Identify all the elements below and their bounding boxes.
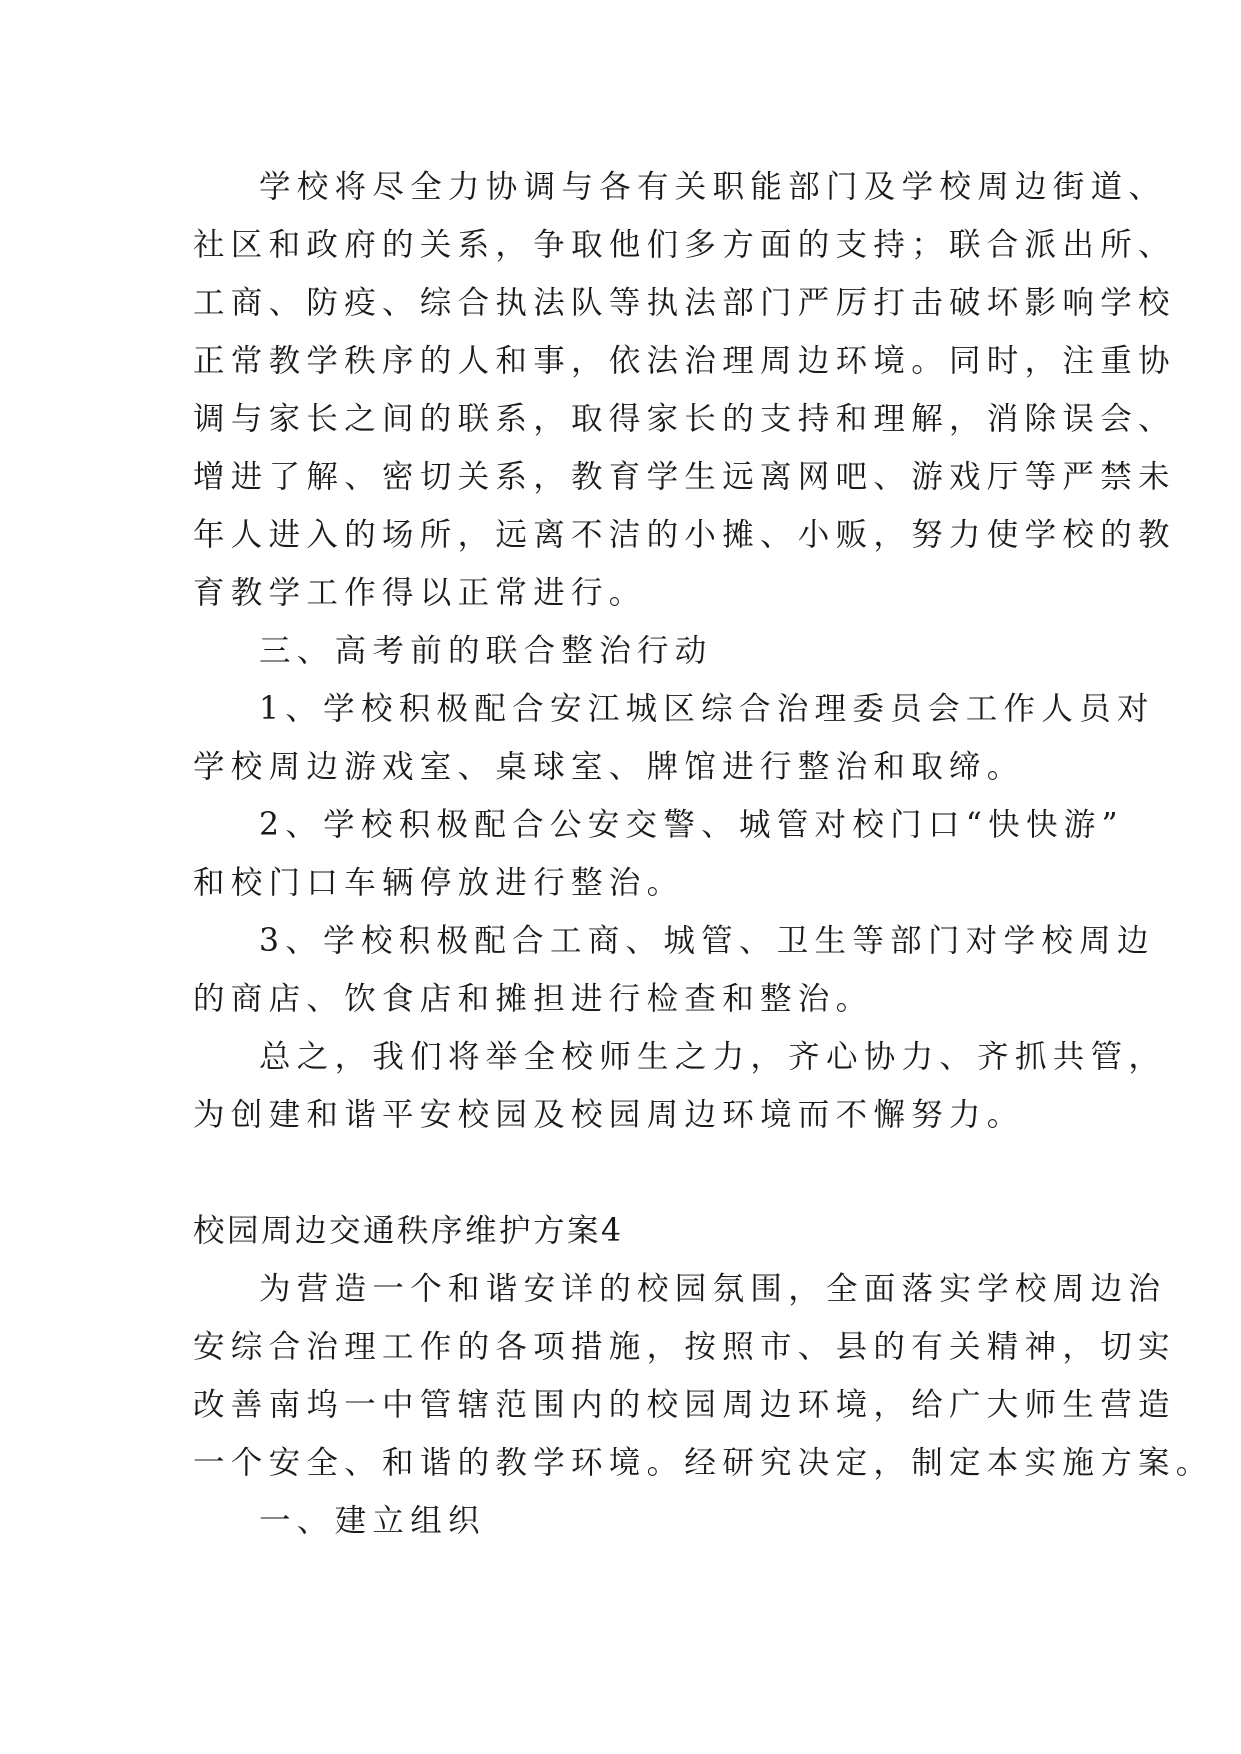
- section-heading-three: 三、高考前的联合整治行动: [259, 633, 713, 669]
- text-line: 改善南坞一中管辖范围内的校园周边环境，给广大师生营造: [193, 1387, 1176, 1423]
- paragraph-purpose: [193, 1260, 1214, 1492]
- list-item-2: [193, 796, 1124, 912]
- text-line: 学校周边游戏室、桌球室、牌馆进行整治和取缔。: [193, 749, 1025, 785]
- text-line: 年人进入的场所，远离不洁的小摊、小贩，努力使学校的教: [193, 517, 1176, 553]
- list-item-1: [193, 680, 1155, 796]
- list-item-3: [193, 912, 1155, 1028]
- text-line: 育教学工作得以正常进行。: [193, 575, 647, 611]
- text-line: 1、学校积极配合安江城区综合治理委员会工作人员对: [259, 691, 1155, 727]
- section-spacer: [193, 1144, 1073, 1202]
- paragraph-summary: [193, 1028, 1167, 1144]
- text-line: 和校门口车辆停放进行整治。: [193, 865, 685, 901]
- document-title: 校园周边交通秩序维护方案4: [193, 1213, 624, 1249]
- text-line: 安综合治理工作的各项措施，按照市、县的有关精神，切实: [193, 1329, 1176, 1365]
- document-page: [193, 158, 1214, 1550]
- text-line: 为创建和谐平安校园及校园周边环境而不懈努力。: [193, 1097, 1025, 1133]
- text-line: 工商、防疫、综合执法队等执法部门严厉打击破坏影响学校: [193, 285, 1176, 321]
- text-line: 社区和政府的关系，争取他们多方面的支持；联合派出所、: [193, 227, 1176, 263]
- text-line: 总之，我们将举全校师生之力，齐心协力、齐抓共管，: [259, 1039, 1167, 1075]
- text-line: 的商店、饮食店和摊担进行检查和整治。: [193, 981, 874, 1017]
- text-line: 学校将尽全力协调与各有关职能部门及学校周边街道、: [259, 169, 1167, 205]
- text-line: 3、学校积极配合工商、城管、卫生等部门对学校周边: [259, 923, 1155, 959]
- section-heading-one: 一、建立组织: [259, 1503, 486, 1539]
- text-line: 2、学校积极配合公安交警、城管对校门口“快快游”: [259, 807, 1124, 843]
- text-line: 正常教学秩序的人和事，依法治理周边环境。同时，注重协: [193, 343, 1176, 379]
- text-line: 为营造一个和谐安详的校园氛围，全面落实学校周边治: [259, 1271, 1167, 1307]
- text-line: 一个安全、和谐的教学环境。经研究决定，制定本实施方案。: [193, 1445, 1214, 1481]
- text-line: 调与家长之间的联系，取得家长的支持和理解，消除误会、: [193, 401, 1176, 437]
- paragraph-coordination: [193, 158, 1176, 622]
- text-line: 增进了解、密切关系，教育学生远离网吧、游戏厅等严禁未: [193, 459, 1176, 495]
